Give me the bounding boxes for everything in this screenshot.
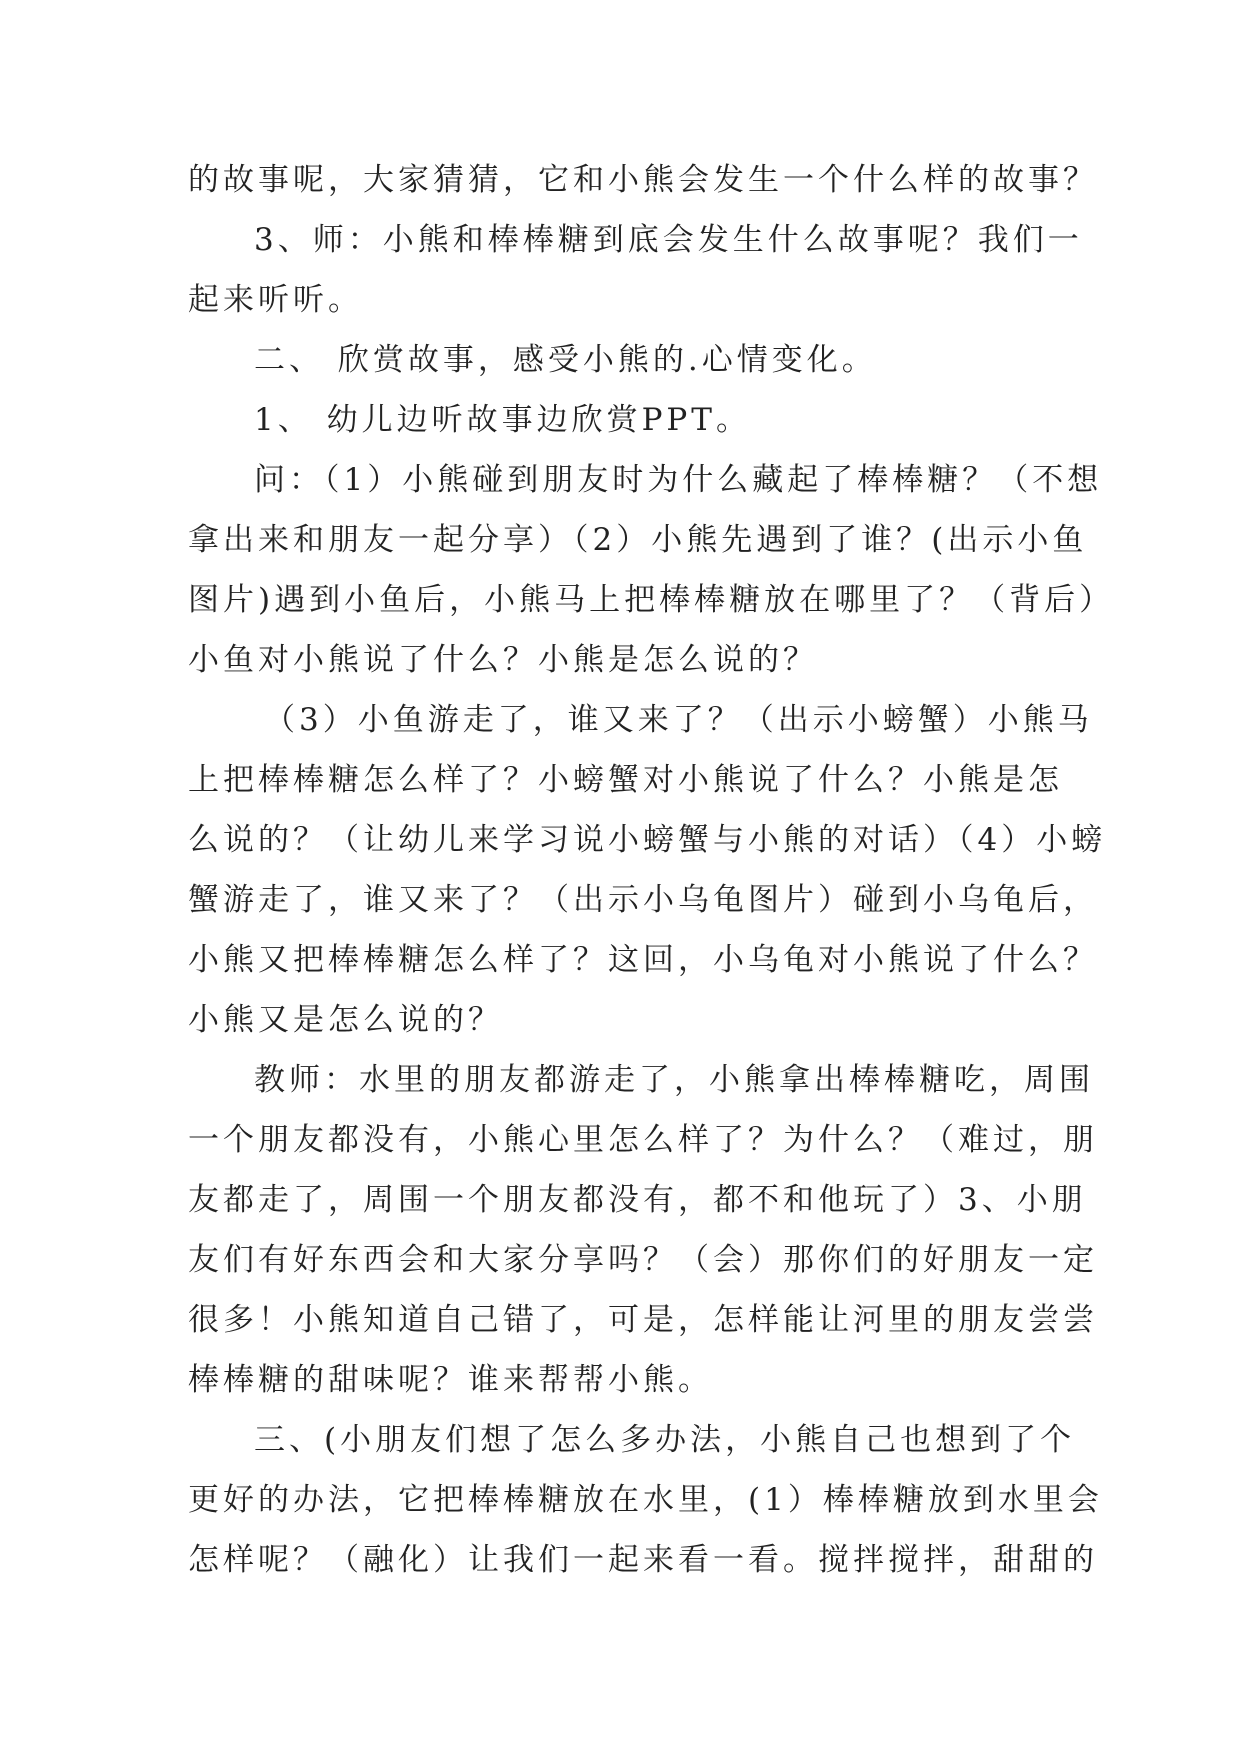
text-line: 小鱼对小熊说了什么？小熊是怎么说的？: [188, 642, 818, 678]
text-line: 一个朋友都没有，小熊心里怎么样了？为什么？（难过，朋: [188, 1122, 1098, 1158]
text-line: 的故事呢，大家猜猜，它和小熊会发生一个什么样的故事？: [188, 162, 1098, 198]
text-line: 3、师：小熊和棒棒糖到底会发生什么故事呢？我们一: [254, 222, 1083, 258]
text-line: 1、 幼儿边听故事边欣赏PPT。: [254, 402, 751, 438]
text-line: 图片)遇到小鱼后，小熊马上把棒棒糖放在哪里了？（背后）: [188, 582, 1115, 618]
text-line: 拿出来和朋友一起分享）（2）小熊先遇到了谁？(出示小鱼: [188, 522, 1088, 558]
text-line: 起来听听。: [188, 282, 363, 318]
text-line: 二、 欣赏故事，感受小熊的.心情变化。: [254, 342, 877, 378]
text-line: 小熊又是怎么说的？: [188, 1002, 503, 1038]
text-line: 上把棒棒糖怎么样了？小螃蟹对小熊说了什么？小熊是怎: [188, 762, 1063, 798]
text-line: 友们有好东西会和大家分享吗？（会）那你们的好朋友一定: [188, 1242, 1098, 1278]
text-line: 棒棒糖的甜味呢？谁来帮帮小熊。: [188, 1362, 713, 1398]
text-line: 小熊又把棒棒糖怎么样了？这回，小乌龟对小熊说了什么？: [188, 942, 1098, 978]
text-line: 问：（1）小熊碰到朋友时为什么藏起了棒棒糖？（不想: [254, 462, 1103, 498]
document-body: [188, 150, 1115, 1590]
text-line: 很多！小熊知道自己错了，可是，怎样能让河里的朋友尝尝: [188, 1302, 1098, 1338]
text-line: （3）小鱼游走了，谁又来了？（出示小螃蟹）小熊马: [264, 702, 1093, 738]
text-line: 更好的办法，它把棒棒糖放在水里，(1）棒棒糖放到水里会: [188, 1482, 1103, 1518]
text-line: 蟹游走了，谁又来了？（出示小乌龟图片）碰到小乌龟后，: [188, 882, 1098, 918]
text-line: 友都走了，周围一个朋友都没有，都不和他玩了）3、小朋: [188, 1182, 1087, 1218]
text-line: 么说的？（让幼儿来学习说小螃蟹与小熊的对话）（4）小螃: [188, 822, 1107, 858]
text-line: 三、(小朋友们想了怎么多办法，小熊自己也想到了个: [254, 1422, 1076, 1458]
text-line: 怎样呢？（融化）让我们一起来看一看。搅拌搅拌，甜甜的: [188, 1542, 1098, 1578]
text-line: 教师：水里的朋友都游走了，小熊拿出棒棒糖吃，周围: [254, 1062, 1094, 1098]
